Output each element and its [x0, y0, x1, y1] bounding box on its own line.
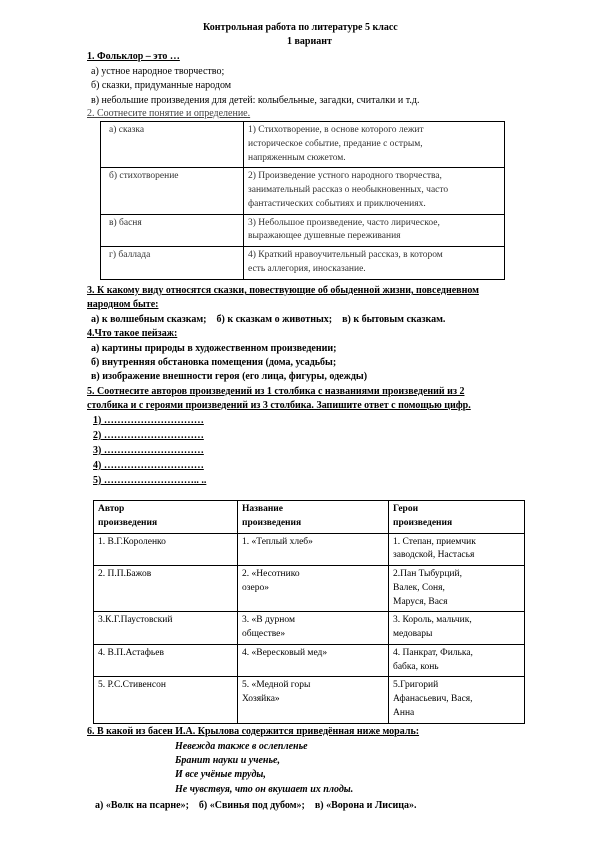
- definition-line: фантастических событиях и приключениях.: [248, 198, 426, 209]
- definition-line: 1) Стихотворение, в основе которого лежит: [248, 125, 424, 135]
- definition-line: 2) Произведение устного народного творчества,: [248, 171, 442, 182]
- title-cell: [238, 644, 389, 677]
- authors-table-row: [94, 677, 525, 723]
- heroes-header: [389, 501, 525, 534]
- author-header: [94, 501, 238, 534]
- author-cell: [94, 566, 238, 612]
- title-line: Хозяйка»: [242, 694, 280, 705]
- terms-table-row: [101, 122, 505, 168]
- q1-option-a: а) устное народное творчество;: [91, 66, 225, 77]
- author-header-line: произведения: [98, 517, 158, 528]
- page-title: Контрольная работа по литературе 5 класс: [203, 22, 398, 33]
- heroes-cell: [389, 644, 525, 677]
- term-cell: а) сказка: [101, 122, 244, 168]
- heroes-line: медовары: [393, 629, 433, 640]
- definition-line: занимательный рассказ о необыкновенных, часто: [248, 185, 449, 196]
- term-cell: в) басня: [101, 214, 244, 247]
- heroes-cell: [389, 566, 525, 612]
- heroes-line: 5.Григорий: [393, 680, 439, 691]
- moral-line-1: Невежда также в ослепленье: [175, 741, 308, 752]
- moral-line-3: И все учёные труды,: [175, 769, 266, 780]
- authors-table-row: [94, 644, 525, 677]
- definition-line: выражающее душевные переживания: [248, 231, 401, 242]
- answer-line-1: 1) …………………………: [93, 415, 204, 426]
- author-cell: [94, 677, 238, 723]
- answer-line-3: 3) …………………………: [93, 445, 204, 456]
- q3-question-line2: народном быте:: [87, 299, 159, 310]
- title-line: 4. «Вересковый мед»: [242, 647, 328, 658]
- heroes-line: 3. Король, мальчик,: [393, 615, 472, 626]
- heroes-cell: [389, 533, 525, 566]
- q1-question: 1. Фольклор – это …: [87, 51, 180, 62]
- title-cell: [238, 677, 389, 723]
- authors-table-header: [94, 501, 525, 534]
- title-line: обществе»: [242, 629, 286, 640]
- definition-cell: [244, 214, 505, 247]
- definition-line: 4) Краткий нравоучительный рассказ, в котором: [248, 250, 443, 261]
- author-cell: [94, 644, 238, 677]
- heroes-header-line: Герои: [393, 504, 419, 514]
- definition-line: напряженным сюжетом.: [248, 152, 346, 163]
- heroes-line: 2.Пан Тыбурций,: [393, 569, 462, 580]
- title-cell: [238, 566, 389, 612]
- heroes-cell: [389, 677, 525, 723]
- title-cell: [238, 533, 389, 566]
- definition-cell: [244, 168, 505, 214]
- variant-label: 1 вариант: [287, 36, 332, 47]
- q2-question: 2. Соотнесите понятие и определение.: [87, 108, 251, 119]
- title-line: 1. «Теплый хлеб»: [242, 536, 313, 547]
- definition-line: историческое событие, предание с острым,: [248, 138, 423, 149]
- q5-question-line1: 5. Соотнесите авторов произведений из 1 столбика с названиями произведений из 2: [87, 386, 465, 397]
- definition-cell: [244, 247, 505, 280]
- author-line: 4. В.П.Астафьев: [98, 647, 164, 658]
- author-header-line: Автор: [98, 504, 125, 514]
- authors-table-row: [94, 533, 525, 566]
- q1-option-b: б) сказки, придуманные народом: [91, 80, 232, 91]
- definition-cell: [244, 122, 505, 168]
- q4-question: 4.Что такое пейзаж:: [87, 328, 178, 339]
- author-line: 1. В.Г.Короленко: [98, 536, 166, 547]
- q4-option-a: а) картины природы в художественном произведении;: [91, 343, 337, 354]
- title-line: 5. «Медной горы: [242, 680, 311, 691]
- heroes-cell: [389, 612, 525, 645]
- authors-table: [93, 500, 525, 724]
- title-line: озеро»: [242, 582, 269, 593]
- terms-table-row: [101, 214, 505, 247]
- answer-line-4: 4) …………………………: [93, 460, 204, 471]
- heroes-line: Анна: [393, 707, 415, 718]
- q3-question-line1: 3. К какому виду относятся сказки, повествующие об обыденной жизни, повседневном: [87, 285, 479, 296]
- author-line: 2. П.П.Бажов: [98, 569, 152, 580]
- answer-line-5: 5) ……………………….. ..: [93, 475, 207, 486]
- terms-table-row: [101, 168, 505, 214]
- q6-options: а) «Волк на псарне»; б) «Свинья под дубом»; в) «Ворона и Лисица».: [95, 800, 417, 811]
- definition-line: есть аллегория, иносказание.: [248, 263, 366, 274]
- q3-options: а) к волшебным сказкам; б) к сказкам о животных; в) к бытовым сказкам.: [91, 314, 446, 325]
- title-line: 2. «Несотнико: [242, 569, 300, 580]
- title-cell: [238, 612, 389, 645]
- heroes-line: Маруся, Вася: [393, 596, 448, 607]
- moral-line-2: Бранит науки и ученье,: [175, 755, 280, 766]
- heroes-line: Афанасьевич, Вася,: [393, 694, 473, 705]
- q4-option-c: в) изображение внешности героя (его лица, фигуры, одежды): [91, 371, 368, 382]
- terms-table: [100, 121, 505, 280]
- author-cell: [94, 612, 238, 645]
- authors-table-row: [94, 566, 525, 612]
- answer-line-2: 2) …………………………: [93, 430, 204, 441]
- heroes-header-line: произведения: [393, 517, 453, 528]
- term-cell: г) баллада: [101, 247, 244, 280]
- q1-option-c: в) небольшие произведения для детей: колыбельные, загадки, считалки и т.д.: [91, 95, 420, 106]
- definition-line: 3) Небольшое произведение, часто лирическое,: [248, 217, 440, 228]
- title-header-line: произведения: [242, 517, 302, 528]
- author-line: 5. Р.С.Стивенсон: [98, 680, 166, 691]
- title-header: [238, 501, 389, 534]
- heroes-line: бабка, конь: [393, 661, 439, 672]
- title-header-line: Название: [242, 504, 284, 514]
- term-cell: б) стихотворение: [101, 168, 244, 214]
- title-line: 3. «В дурном: [242, 615, 295, 626]
- terms-table-row: [101, 247, 505, 280]
- moral-line-4: Не чувствуя, что он вкушает их плоды.: [175, 784, 354, 795]
- heroes-line: 4. Панкрат, Филька,: [393, 647, 473, 658]
- heroes-line: Валек, Соня,: [393, 582, 445, 593]
- author-line: 3.К.Г.Паустовский: [98, 615, 173, 626]
- q4-option-b: б) внутренняя обстановка помещения (дома, усадьбы;: [91, 357, 337, 368]
- authors-table-row: [94, 612, 525, 645]
- heroes-line: 1. Степан, приемчик: [393, 536, 476, 547]
- author-cell: [94, 533, 238, 566]
- heroes-line: заводской, Настасья: [393, 550, 475, 561]
- q6-question: 6. В какой из басен И.А. Крылова содержится приведённая ниже мораль:: [87, 726, 420, 737]
- q5-question-line2: столбика и с героями произведений из 3 столбика. Запишите ответ с помощью цифр.: [87, 400, 471, 411]
